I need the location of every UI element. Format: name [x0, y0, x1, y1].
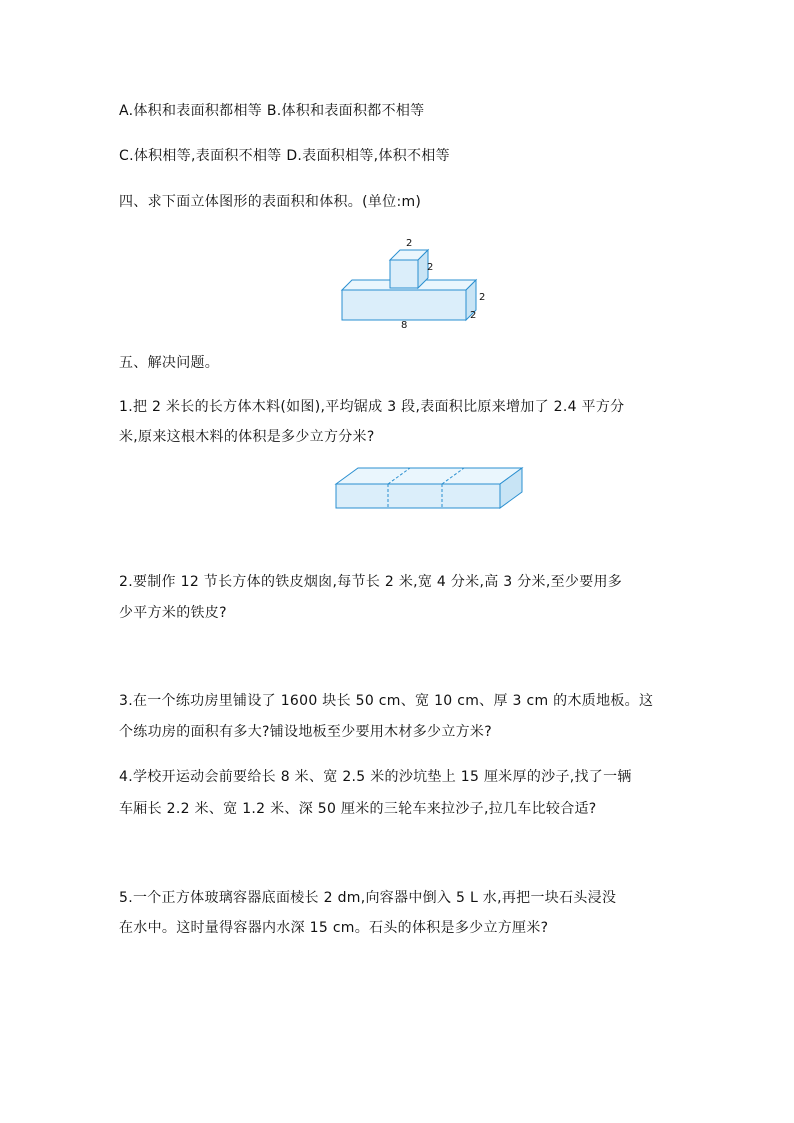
problem-4-line-2: 车厢长 2.2 米、宽 1.2 米、深 50 厘米的三轮车来拉沙子,拉几车比较合适?	[119, 801, 597, 817]
problem-4-line-1: 4.学校开运动会前要给长 8 米、宽 2.5 米的沙坑垫上 15 厘米厚的沙子,找了一辆	[119, 769, 632, 785]
label-base-height: 2	[479, 292, 486, 303]
timber-front-face	[336, 484, 500, 508]
option-line-1: A.体积和表面积都相等 B.体积和表面积都不相等	[119, 103, 425, 119]
problem-1-line-1: 1.把 2 米长的长方体木料(如图),平均锯成 3 段,表面积比原来增加了 2.4 平方分	[119, 399, 625, 415]
composite-solid-figure	[330, 232, 500, 332]
base-front-face	[342, 290, 466, 320]
problem-2-line-2: 少平方米的铁皮?	[119, 605, 227, 621]
problem-2-line-1: 2.要制作 12 节长方体的铁皮烟囱,每节长 2 米,宽 4 分米,高 3 分米,至少要用多	[119, 574, 623, 590]
label-base-length: 8	[401, 320, 408, 331]
problem-3-line-2: 个练功房的面积有多大?铺设地板至少要用木材多少立方米?	[119, 724, 492, 740]
timber-top-face	[336, 468, 522, 484]
problem-1-line-2: 米,原来这根木料的体积是多少立方分米?	[119, 429, 375, 445]
label-cube-top: 2	[406, 238, 413, 249]
label-base-depth: 2	[470, 310, 477, 321]
section-4-heading: 四、求下面立体图形的表面积和体积。(单位:m)	[119, 194, 422, 210]
problem-5-line-1: 5.一个正方体玻璃容器底面棱长 2 dm,向容器中倒入 5 L 水,再把一块石头浸没	[119, 890, 617, 906]
problem-5-line-2: 在水中。这时量得容器内水深 15 cm。石头的体积是多少立方厘米?	[119, 920, 549, 936]
label-cube-side: 2	[427, 262, 434, 273]
option-line-2: C.体积相等,表面积不相等 D.表面积相等,体积不相等	[119, 148, 450, 164]
section-5-heading: 五、解决问题。	[119, 355, 220, 371]
problem-3-line-1: 3.在一个练功房里铺设了 1600 块长 50 cm、宽 10 cm、厚 3 cm 的木质地板。这	[119, 693, 654, 709]
timber-cuboid-figure	[330, 462, 530, 512]
cube-front-face	[390, 260, 418, 288]
